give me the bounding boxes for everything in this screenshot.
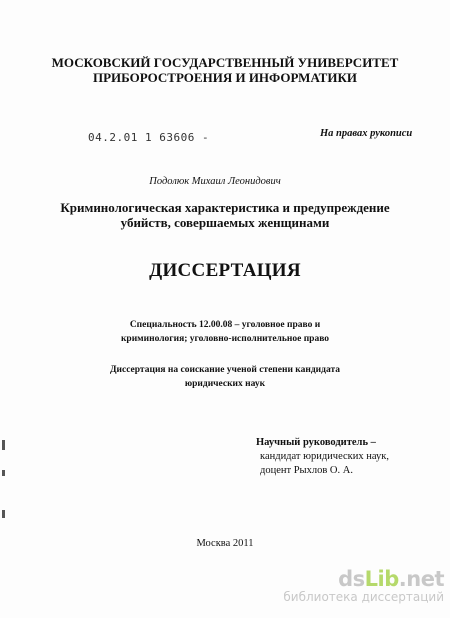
speciality-line-2: криминология; уголовно-исполнительное право <box>120 334 330 344</box>
archive-stamp-number: 04.2.01 1 63606 - <box>88 131 210 144</box>
supervisor-degree: кандидат юридических наук, <box>260 451 389 462</box>
manuscript-rights-label: На правах рукописи <box>320 128 413 139</box>
logo-part-lib: Lib <box>364 567 399 591</box>
scan-mark <box>2 470 5 476</box>
logo-part-net: .net <box>398 567 444 591</box>
university-name-line-1: МОСКОВСКИЙ ГОСУДАРСТВЕННЫЙ УНИВЕРСИТЕТ <box>51 55 399 70</box>
scan-mark <box>2 510 5 518</box>
supervisor-name: доцент Рыхлов О. А. <box>260 465 353 476</box>
scan-mark <box>2 440 5 450</box>
dslib-logo <box>258 568 444 590</box>
dissertation-topic <box>0 200 450 230</box>
degree-line-1: Диссертация на соискание ученой степени кандидата <box>110 365 340 375</box>
dslib-subtitle: библиотека диссертаций <box>283 590 444 604</box>
scientific-supervisor <box>256 436 389 478</box>
university-name <box>0 55 450 85</box>
logo-part-ds: ds <box>338 567 365 591</box>
dissertation-topic-line-1: Криминологическая характеристика и предупреждение <box>60 200 390 215</box>
speciality-line-1: Специальность 12.00.08 – уголовное право и <box>129 320 321 330</box>
degree-line-2: юридических наук <box>184 379 266 389</box>
university-name-line-2: ПРИБОРОСТРОЕНИЯ И ИНФОРМАТИКИ <box>92 70 358 85</box>
dslib-watermark[interactable] <box>258 568 444 604</box>
speciality-text <box>0 318 450 346</box>
city-and-year: Москва 2011 <box>196 538 254 549</box>
document-type-heading: ДИССЕРТАЦИЯ <box>149 260 301 281</box>
degree-text <box>0 363 450 391</box>
scan-margin-marks <box>2 440 8 530</box>
author-name: Подолюк Михаил Леонидович <box>149 176 281 187</box>
supervisor-label: Научный руководитель – <box>256 437 376 448</box>
dissertation-topic-line-2: убийств, совершаемых женщинами <box>120 215 330 230</box>
